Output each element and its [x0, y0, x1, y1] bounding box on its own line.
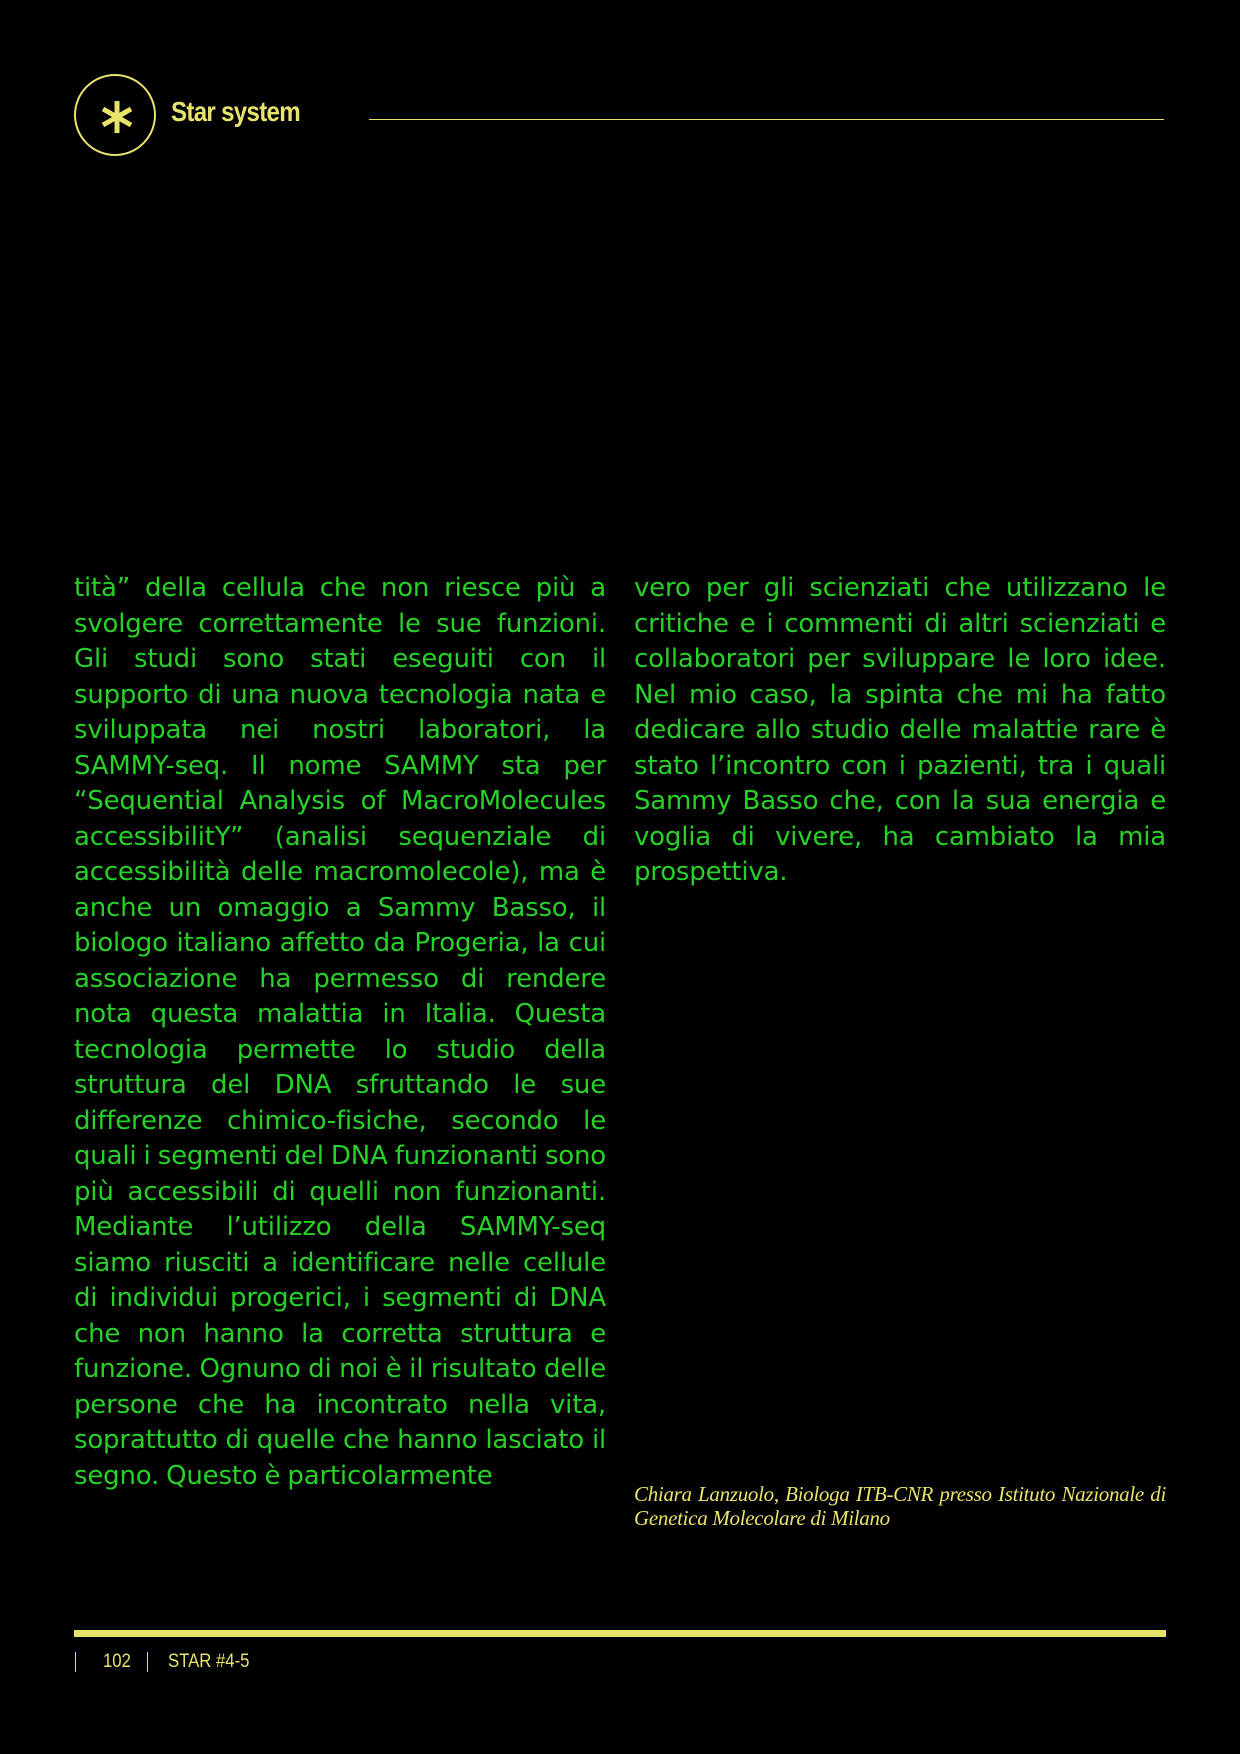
- section-title: Star system: [171, 96, 300, 127]
- footer-divider: [75, 1652, 76, 1672]
- header-rule: [369, 119, 1164, 120]
- page-header: [74, 74, 1164, 160]
- publication-name: STAR #4-5: [168, 1651, 250, 1672]
- section-logo: [74, 74, 156, 156]
- article-column-right: vero per gli scienziati che utilizzano le critiche e i commenti di altri scienziati e collaboratori per sviluppare le loro idee. Nel mio caso, la spinta che mi ha fatto dedicare allo studio delle malattie rare è stato l’incontro con i pazienti, tra i quali Sammy Basso che, con la sua energia e voglia di vivere, ha cambiato la mia prospettiva.: [634, 573, 1166, 887]
- author-caption: Chiara Lanzuolo, Biologa ITB-CNR presso Istituto Nazionale di Genetica Molecolare di Milano: [634, 1482, 1166, 1530]
- asterisk-icon: [97, 97, 137, 137]
- page-number: 102: [103, 1651, 131, 1672]
- footer-divider: [147, 1652, 148, 1672]
- article-column-left: tità” della cellula che non riesce più a svolgere correttamente le sue funzioni. Gli studi sono stati eseguiti con il supporto di una nuova tecnologia nata e sviluppata nei nostri laboratori, la SAMMY-seq. Il nome SAMMY sta per “Sequential Analysis of MacroMolecules accessibilitY” (analisi sequenziale di accessibilità delle macromolecole), ma è anche un omaggio a Sammy Basso, il biologo italiano affetto da Progeria, la cui associazione ha permesso di rendere nota questa malattia in Italia. Questa tecnologia permette lo studio della struttura del DNA sfruttando le sue differenze chimico-fisiche, secondo le quali i segmenti del DNA funzionanti sono più accessibili di quelli non funzionanti. Mediante l’utilizzo della SAMMY-seq siamo riusciti a identificare nelle cellule di individui progerici, i segmenti di DNA che non hanno la corretta struttura e funzione. Ognuno di noi è il risultato delle persone che ha incontrato nella vita, soprattutto di quelle che hanno lasciato il segno. Questo è particolarmente: [74, 573, 606, 1491]
- footer-bar: [74, 1630, 1166, 1637]
